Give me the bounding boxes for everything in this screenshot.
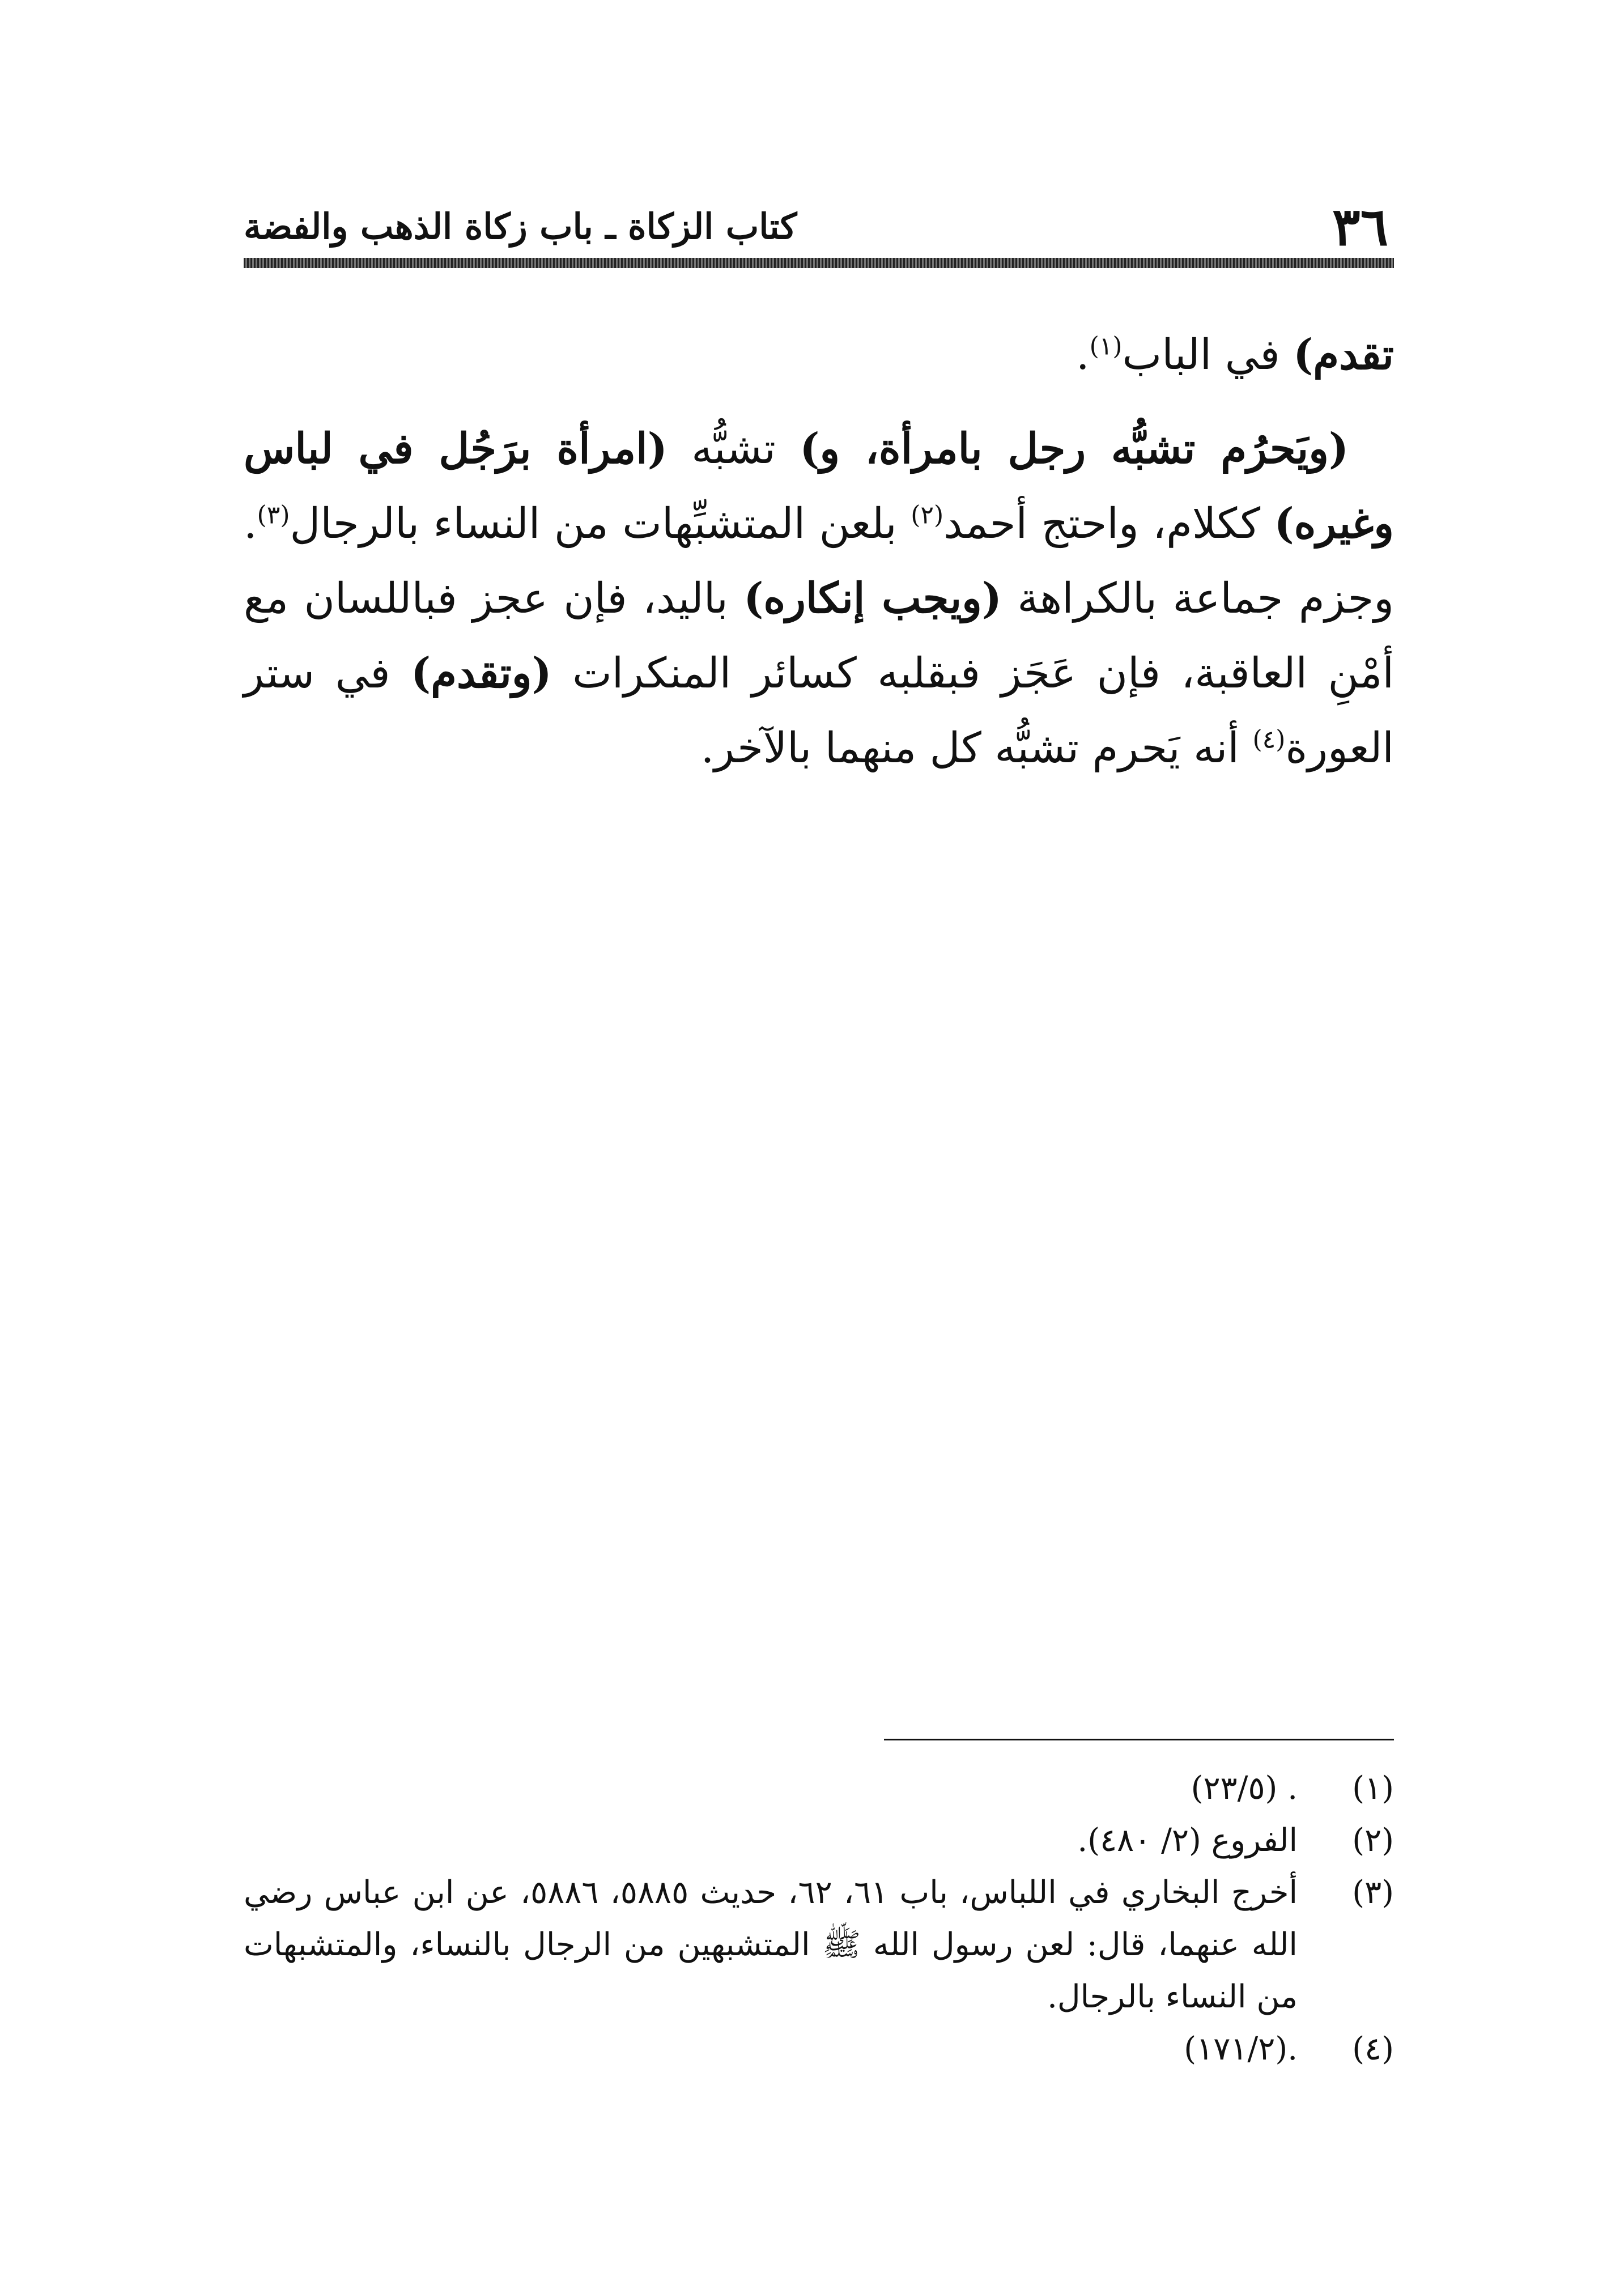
text-run: في ستر العورة	[244, 649, 1394, 772]
text-run: تشبُّه	[667, 424, 800, 473]
footnote-item	[244, 1867, 1394, 2023]
running-title: كتاب الزكاة ـ باب زكاة الذهب والفضة	[244, 206, 797, 247]
text-run: أنه يَحرم تشبُّه كل منهما بالآخر.	[700, 724, 1253, 772]
footnote-item	[244, 2023, 1394, 2075]
paragraph-main	[244, 411, 1394, 785]
bold-phrase: تقدم)	[1293, 330, 1394, 379]
page-header	[244, 193, 1394, 261]
footnote-item	[244, 1815, 1394, 1867]
bold-phrase: (امرأة برَجُل في لباس وغيره)	[244, 424, 1394, 548]
footnote-ref-2[interactable]: (٢)	[911, 500, 944, 530]
bold-phrase: (وتقدم)	[411, 649, 552, 698]
footnote-item	[244, 1763, 1394, 1815]
footnote-text: الفروع (٢/ ٤٨٠).	[1077, 1822, 1298, 1859]
footnote-ref-4[interactable]: (٤)	[1252, 725, 1286, 754]
footnote-number: (٣)	[1352, 1874, 1394, 1911]
main-text	[244, 317, 1394, 785]
text-run: ككلام، واحتج أحمد	[943, 499, 1274, 548]
footnote-text: .(١٧١/٢)	[1184, 2031, 1298, 2067]
text-run: .	[1076, 330, 1090, 379]
text-run: . وجزم جماعة بالكراهة	[244, 499, 1394, 623]
text-run: بلعن المتشبِّهات من النساء بالرجال	[290, 499, 911, 548]
text-run: باليد، فإن عجز فباللسان مع أمْنِ العاقبة، فإن عَجَز فبقلبه كسائر المنكرات	[244, 574, 1395, 698]
paragraph-continuation	[244, 317, 1394, 392]
footnote-text: أخرج البخاري في اللباس، باب ٦١، ٦٢، حديث ٥٨٨٥، ٥٨٨٦، عن ابن عباس رضي الله عنهما، قال: لعن رسول الله ﷺ المتشبهين من الرجال بالنساء، والمتشبهات من النساء بالرجال.	[244, 1874, 1298, 2015]
footnote-number: (٢)	[1352, 1822, 1394, 1859]
footnote-ref-3[interactable]: (٣)	[257, 500, 290, 530]
footnote-number: (٤)	[1352, 2031, 1394, 2067]
bold-phrase: (ويجب إنكاره)	[743, 574, 1002, 623]
footnote-ref-1[interactable]: (١)	[1089, 332, 1123, 361]
footnote-number: (١)	[1352, 1770, 1394, 1807]
bold-phrase: (ويَحرُم تشبُّه رجل بامرأة، و)	[800, 424, 1349, 473]
footnote-divider	[884, 1739, 1394, 1740]
footnote-text: . (٢٣/٥)	[1191, 1770, 1298, 1807]
text-run: في الباب	[1122, 330, 1294, 379]
page-number: ٣٦	[1332, 196, 1388, 257]
header-divider	[244, 258, 1394, 268]
footnotes	[244, 1763, 1394, 2075]
